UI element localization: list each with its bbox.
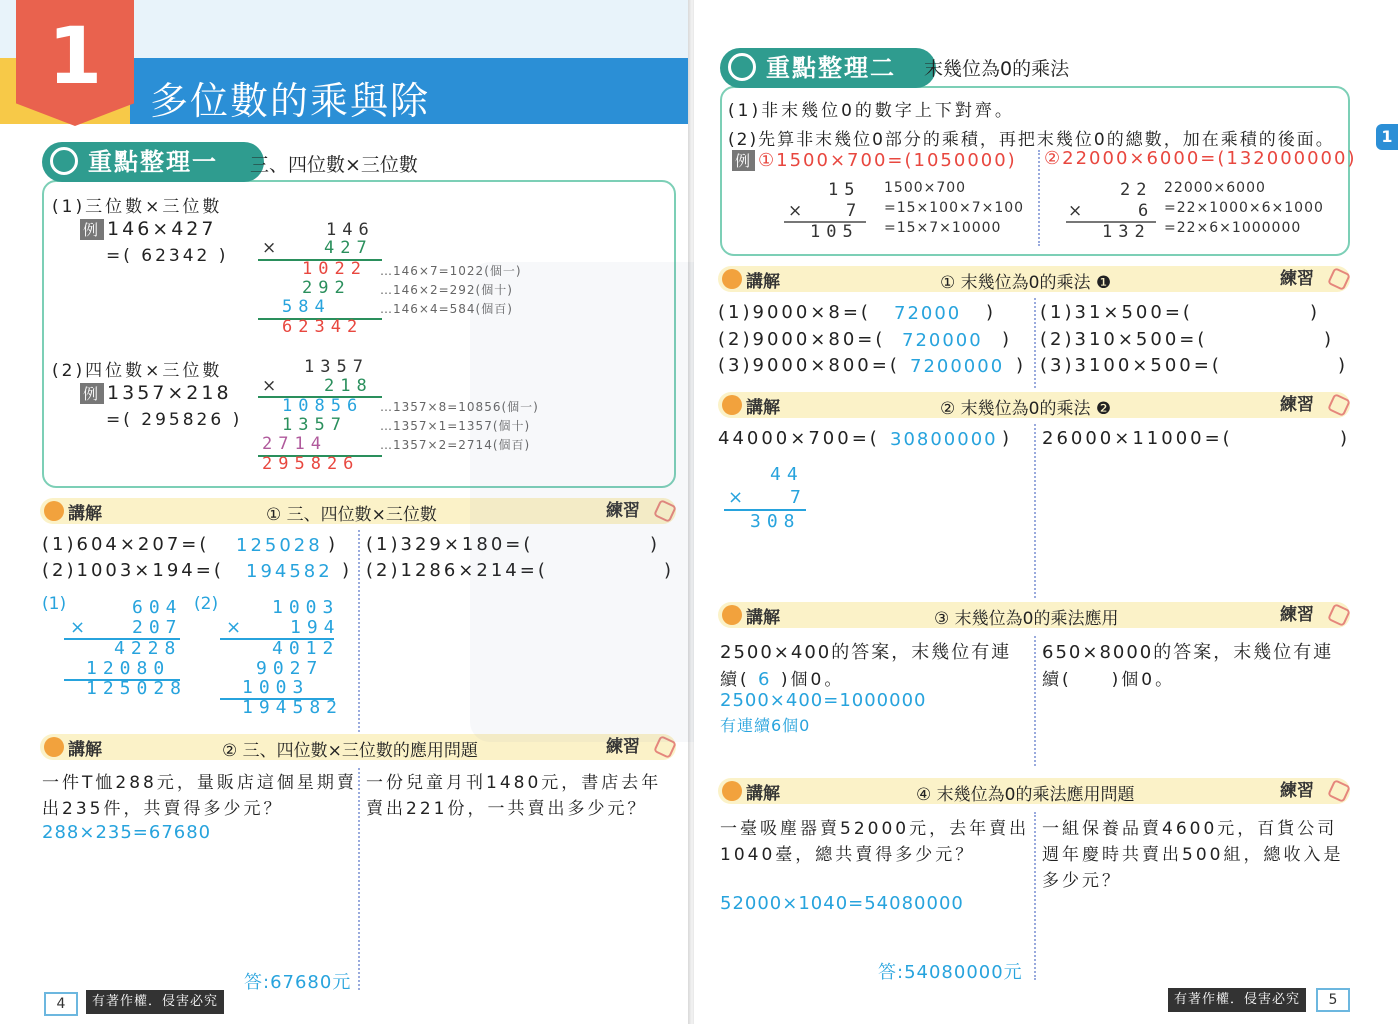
w2-r3: 1003 bbox=[242, 677, 310, 698]
r3-r-line2: 續( )個0。 bbox=[1042, 670, 1176, 690]
r4-r-line1: 一組保養品賣4600元，百貨公司 bbox=[1042, 819, 1338, 839]
w1-v2: 207 bbox=[132, 617, 183, 638]
r2-r-close: ) bbox=[1340, 428, 1351, 449]
key-summary-1-label bbox=[42, 142, 264, 182]
r2-w-op: × bbox=[728, 487, 744, 508]
ex2-note-2: =22×1000×6×1000 bbox=[1164, 200, 1324, 216]
r3-q-answer: 6 bbox=[758, 669, 773, 690]
r2-q: 44000×700=( bbox=[718, 428, 880, 449]
e1-r2-close: ) bbox=[664, 560, 675, 581]
w1-label: (1) bbox=[42, 594, 67, 614]
r1-r3[interactable]: (3)3100×500=( bbox=[1040, 355, 1222, 376]
ex1-note-2: =15×100×7×100 bbox=[884, 200, 1025, 216]
part1-title: (1)三位數×三位數 bbox=[52, 197, 223, 217]
r1-q2-close: ) bbox=[1002, 329, 1013, 350]
rule-1: (1)非末幾位0的數字上下對齊。 bbox=[728, 101, 1015, 121]
lightbulb-icon bbox=[50, 147, 78, 175]
ex2-v1: 22 bbox=[1120, 180, 1153, 200]
copyright-notice: 有著作權．侵害必究 bbox=[1168, 988, 1306, 1012]
r4-r-line3: 多少元？ bbox=[1042, 871, 1122, 891]
example-tag: 例 bbox=[732, 150, 755, 171]
r2-w-v1: 44 bbox=[770, 464, 804, 485]
part1-answer: =( 62342 ) bbox=[106, 246, 229, 266]
example-1-expr: ①1500×700=(1050000) bbox=[758, 150, 1017, 171]
key-summary-1-text: 重點整理一 bbox=[88, 148, 218, 176]
r4-q-line2: 1040臺，總共賣得多少元？ bbox=[720, 845, 976, 865]
practice-label: 練習 bbox=[1280, 395, 1314, 415]
ex2-total: 132 bbox=[1102, 222, 1151, 242]
e1-r1-close: ) bbox=[650, 534, 661, 555]
face-icon bbox=[722, 395, 742, 415]
e1-q2: (2)1003×194=( bbox=[42, 560, 224, 581]
e2-q-line2: 出235件，共賣得多少元？ bbox=[42, 799, 284, 819]
r3-r-line1: 650×8000的答案，末幾位有連 bbox=[1042, 642, 1334, 663]
p2-total: 295826 bbox=[262, 454, 360, 474]
column-divider bbox=[1034, 424, 1036, 598]
w1-r2: 12080 bbox=[86, 658, 171, 679]
r2-w-v2: 7 bbox=[790, 487, 807, 508]
p2-note-1: …1357×8=10856(個一) bbox=[380, 400, 539, 414]
column-divider bbox=[1034, 298, 1036, 388]
r1-q3-close: ) bbox=[1016, 355, 1027, 376]
example-tag: 例 bbox=[80, 383, 104, 404]
key-summary-2-text: 重點整理二 bbox=[766, 54, 896, 82]
page-number: 5 bbox=[1316, 988, 1350, 1012]
r-explanation-3-header bbox=[718, 602, 1350, 628]
w2-label: (2) bbox=[194, 594, 219, 614]
ex1-note-3: =15×7×10000 bbox=[884, 220, 1002, 236]
page-number: 4 bbox=[44, 992, 78, 1016]
lightbulb-icon bbox=[728, 53, 756, 81]
part2-expr: 1357×218 bbox=[107, 382, 232, 404]
column-divider bbox=[358, 530, 360, 736]
e1-q1-answer: 125028 bbox=[236, 535, 323, 556]
part2-example bbox=[80, 382, 232, 404]
rule-2: (2)先算非末幾位0部分的乘積，再把末幾位0的總數，加在乘積的後面。 bbox=[728, 130, 1335, 150]
r4-q-line1: 一臺吸塵器賣52000元，去年賣出 bbox=[720, 819, 1030, 839]
w2-total: 194582 bbox=[242, 697, 344, 718]
w2-v2: 194 bbox=[290, 617, 341, 638]
r2-q-close: ) bbox=[1002, 428, 1013, 449]
r1-r2[interactable]: (2)310×500=( bbox=[1040, 329, 1208, 350]
w1-v1: 604 bbox=[132, 597, 183, 618]
e2-q-line1: 一件T恤288元，量販店這個星期賣 bbox=[42, 773, 357, 793]
e1-q1: (1)604×207=( bbox=[42, 534, 210, 555]
p2-multiplier: 218 bbox=[324, 376, 373, 396]
column-divider bbox=[1034, 812, 1036, 980]
p1-note-3: …146×4=584(個百) bbox=[380, 302, 513, 316]
explanation-label: 講解 bbox=[746, 608, 780, 628]
explanation-title: ① 末幾位為0的乘法 ❶ bbox=[940, 273, 1112, 293]
ex1-note-1: 1500×700 bbox=[884, 180, 967, 196]
ex1-total: 105 bbox=[810, 222, 859, 242]
r2-w-total: 308 bbox=[750, 511, 801, 532]
p1-note-1: …146×7=1022(個一) bbox=[380, 264, 522, 278]
explanation-title: ④ 末幾位為0的乘法應用問題 bbox=[916, 785, 1135, 805]
explanation-title: ③ 末幾位為0的乘法應用 bbox=[934, 609, 1119, 629]
p2-row-3: 2714 bbox=[262, 434, 327, 454]
ex2-op: × bbox=[1068, 201, 1083, 221]
explanation-title: ② 末幾位為0的乘法 ❷ bbox=[940, 399, 1112, 419]
r1-q1: (1)9000×8=( bbox=[718, 302, 871, 323]
face-icon bbox=[722, 781, 742, 801]
key-summary-1-subtitle: 三、四位數×三位數 bbox=[250, 154, 418, 176]
r1-q1-answer: 72000 bbox=[894, 303, 962, 324]
r3-q-line2 bbox=[720, 665, 844, 690]
practice-label: 練習 bbox=[606, 501, 640, 521]
w2-v1: 1003 bbox=[272, 597, 340, 618]
e1-r2[interactable]: (2)1286×214=( bbox=[366, 560, 548, 581]
e2-r-line1: 一份兒童月刊1480元，書店去年 bbox=[366, 773, 662, 793]
key-summary-2-subtitle: 末幾位為0的乘法 bbox=[924, 58, 1070, 80]
r3-q-line2a: 續( bbox=[720, 670, 750, 690]
chapter-number: 1 bbox=[47, 12, 103, 102]
column-divider bbox=[358, 768, 360, 990]
example-1 bbox=[732, 150, 1017, 171]
explanation-label: 講解 bbox=[68, 504, 102, 524]
copyright-notice: 有著作權．侵害必究 bbox=[86, 990, 224, 1014]
face-icon bbox=[722, 269, 742, 289]
example-tag: 例 bbox=[80, 219, 104, 240]
pencil-icon bbox=[1327, 603, 1351, 627]
e2-r-line2: 賣出221份，一共賣出多少元？ bbox=[366, 799, 648, 819]
r-explanation-2-header bbox=[718, 392, 1350, 418]
p2-row-2: 1357 bbox=[282, 415, 347, 435]
r4-r-line2: 週年慶時共賣出500組，總收入是 bbox=[1042, 845, 1344, 865]
part1-example bbox=[80, 218, 216, 240]
p1-multiplier: 427 bbox=[324, 238, 373, 258]
example-2: ②22000×6000=(132000000) bbox=[1044, 148, 1357, 169]
r1-q3: (3)9000×800=( bbox=[718, 355, 900, 376]
p1-note-2: …146×2=292(個十) bbox=[380, 283, 513, 297]
w1-total: 125028 bbox=[86, 678, 188, 699]
r-explanation-1-header bbox=[718, 266, 1350, 292]
p1-op: × bbox=[262, 238, 277, 258]
e1-r1[interactable]: (1)329×180=( bbox=[366, 534, 534, 555]
w1-op: × bbox=[70, 617, 86, 638]
practice-label: 練習 bbox=[1280, 605, 1314, 625]
face-icon bbox=[44, 501, 64, 521]
practice-label: 練習 bbox=[606, 737, 640, 757]
explanation-label: 講解 bbox=[746, 784, 780, 804]
r1-r2-close: ) bbox=[1324, 329, 1335, 350]
column-divider bbox=[1038, 150, 1040, 246]
explanation-title: ① 三、四位數×三位數 bbox=[266, 505, 437, 525]
w2-r2: 9027 bbox=[256, 658, 324, 679]
p2-row-1: 10856 bbox=[282, 396, 364, 416]
w2-r1: 4012 bbox=[272, 638, 340, 659]
explanation-title: ② 三、四位數×三位數的應用問題 bbox=[222, 741, 478, 761]
r3-q-line1: 2500×400的答案，末幾位有連 bbox=[720, 642, 1012, 663]
r4-q-answer: 答:54080000元 bbox=[878, 962, 1023, 983]
p2-note-2: …1357×1=1357(個十) bbox=[380, 419, 531, 433]
ex1-op: × bbox=[788, 201, 803, 221]
chapter-side-tab[interactable]: 1 bbox=[1376, 124, 1398, 150]
pencil-icon bbox=[1327, 393, 1351, 417]
e1-q2-close: ) bbox=[342, 560, 353, 581]
part2-title: (2)四位數×三位數 bbox=[52, 361, 223, 381]
p2-note-3: …1357×2=2714(個百) bbox=[380, 438, 531, 452]
e1-q2-answer: 194582 bbox=[246, 561, 333, 582]
r1-q2: (2)9000×80=( bbox=[718, 329, 886, 350]
e1-q1-close: ) bbox=[328, 534, 339, 555]
r1-q3-answer: 7200000 bbox=[910, 356, 1005, 377]
p2-op: × bbox=[262, 376, 277, 396]
p1-row-3: 584 bbox=[282, 297, 331, 317]
ex2-note-3: =22×6×1000000 bbox=[1164, 220, 1302, 236]
r1-r1[interactable]: (1)31×500=( bbox=[1040, 302, 1193, 323]
face-icon bbox=[44, 737, 64, 757]
pencil-icon bbox=[1327, 779, 1351, 803]
explanation-label: 講解 bbox=[746, 398, 780, 418]
p1-total: 62342 bbox=[282, 317, 364, 337]
r2-q-answer: 30800000 bbox=[890, 429, 998, 450]
explanation-label: 講解 bbox=[68, 740, 102, 760]
r1-r1-close: ) bbox=[1310, 302, 1321, 323]
p1-row-1: 1022 bbox=[302, 259, 367, 279]
r3-q-work1: 2500×400=1000000 bbox=[720, 690, 927, 711]
ex1-v2: 7 bbox=[846, 201, 863, 221]
e2-q-work: 288×235=67680 bbox=[42, 822, 212, 843]
chapter-title: 多位數的乘與除 bbox=[150, 79, 431, 123]
r2-r[interactable]: 26000×11000=( bbox=[1042, 428, 1233, 449]
p2-multiplicand: 1357 bbox=[304, 357, 369, 377]
r3-q-line2b: )個0。 bbox=[780, 670, 845, 690]
explanation-label: 講解 bbox=[746, 272, 780, 292]
w1-r1: 4228 bbox=[114, 638, 182, 659]
p1-row-2: 292 bbox=[302, 278, 351, 298]
column-divider bbox=[1034, 636, 1036, 766]
r1-r3-close: ) bbox=[1338, 355, 1349, 376]
e2-q-answer: 答:67680元 bbox=[244, 972, 352, 993]
p1-multiplicand: 146 bbox=[326, 220, 375, 240]
r1-q2-answer: 720000 bbox=[902, 330, 983, 351]
practice-label: 練習 bbox=[1280, 781, 1314, 801]
r-explanation-4-header bbox=[718, 778, 1350, 804]
right-page bbox=[694, 0, 1398, 1024]
ex2-note-1: 22000×6000 bbox=[1164, 180, 1266, 196]
ex2-v2: 6 bbox=[1138, 201, 1155, 221]
practice-label: 練習 bbox=[1280, 269, 1314, 289]
r3-q-work2: 有連續6個0 bbox=[720, 716, 811, 735]
ex1-v1: 15 bbox=[828, 180, 861, 200]
r4-q-work: 52000×1040=54080000 bbox=[720, 893, 964, 914]
part1-expr: 146×427 bbox=[107, 218, 217, 240]
r1-q1-close: ) bbox=[986, 302, 997, 323]
pencil-icon bbox=[1327, 267, 1351, 291]
part2-answer: =( 295826 ) bbox=[106, 410, 243, 430]
w2-op: × bbox=[226, 617, 242, 638]
key-summary-2-label bbox=[720, 48, 936, 88]
face-icon bbox=[722, 605, 742, 625]
